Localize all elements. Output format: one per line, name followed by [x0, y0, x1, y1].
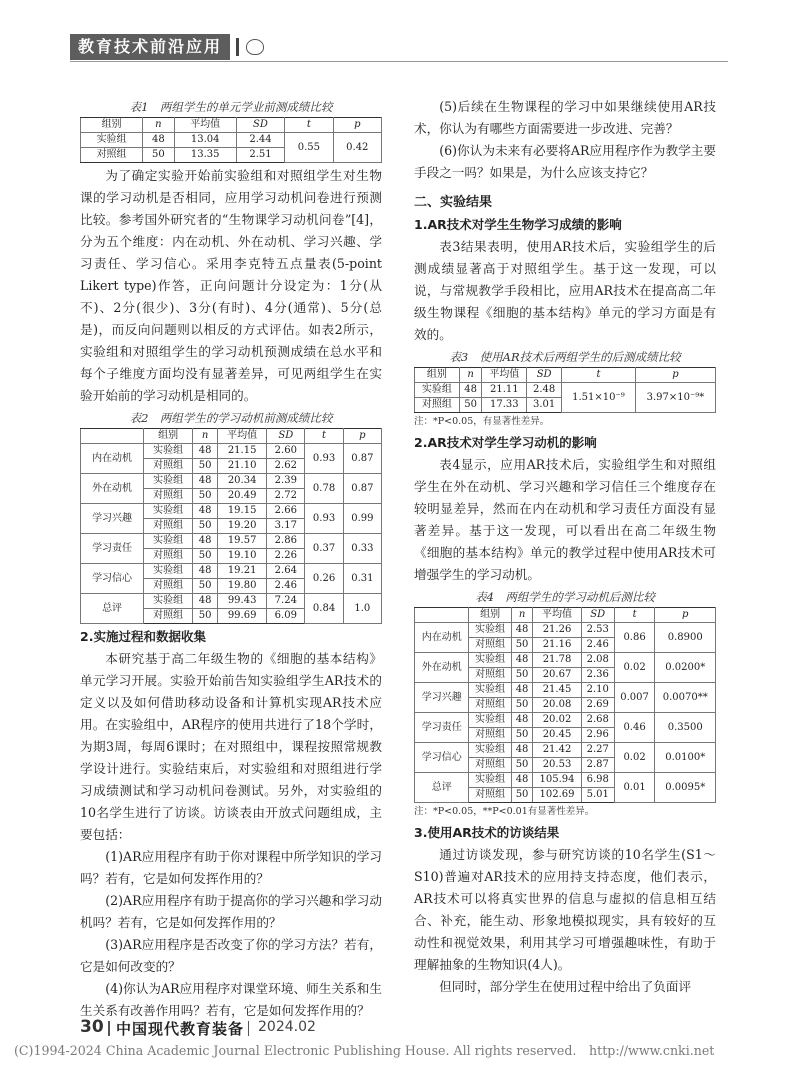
dimension-label: 内在动机 [81, 444, 144, 474]
table-cell: 2.46 [267, 579, 305, 594]
table-cell: 2.96 [581, 728, 614, 743]
table3-caption: 表3 使用AR技术后两组学生的后测成绩比较 [449, 350, 681, 364]
table-cell: 50 [511, 698, 532, 713]
table-row [81, 444, 382, 459]
interview-question: (3)AR应用程序是否改变了你的学习方法？若有，它是如何改变的？ [80, 937, 382, 974]
paragraph: 但同时，部分学生在使用过程中给出了负面评 [439, 979, 692, 994]
dimension-label: 内在动机 [415, 623, 469, 653]
table-cell: 0.01 [614, 773, 655, 803]
table-cell: 对照组 [469, 728, 511, 743]
table-header: p [343, 429, 381, 444]
table-cell: 19.20 [218, 519, 267, 534]
table-header: 组别 [144, 429, 193, 444]
table-cell: 17.33 [482, 398, 527, 413]
table-row [81, 133, 382, 148]
table-cell: 实验组 [144, 564, 193, 579]
table-cell: 2.64 [267, 564, 305, 579]
table-cell: 50 [511, 638, 532, 653]
table-header: 平均值 [218, 429, 267, 444]
table-header: 平均值 [174, 118, 236, 133]
table-cell: 对照组 [469, 788, 511, 803]
table-header [81, 429, 144, 444]
table-cell: 99.43 [218, 594, 267, 609]
journal-name: 中国现代教育装备 [116, 1020, 245, 1038]
table-cell: 20.08 [533, 698, 581, 713]
table-row [415, 713, 716, 728]
table-header: p [333, 118, 381, 133]
table-cell: 3.17 [267, 519, 305, 534]
section-heading: 二、实验结果 [414, 195, 493, 210]
table-cell: 对照组 [144, 489, 193, 504]
table-cell: 21.45 [533, 683, 581, 698]
table-cell: 实验组 [415, 383, 460, 398]
table-cell: 0.0100* [655, 743, 716, 773]
table-cell: 对照组 [144, 609, 193, 624]
table-row [415, 383, 716, 398]
table-cell: 48 [511, 773, 532, 788]
table-cell: 1.0 [343, 594, 381, 624]
copyright-line: (C)1994-2024 China Academic Journal Electronic Publishing House. All rights reserved. http://www.cnki.net [14, 1043, 715, 1058]
table-cell: 0.31 [343, 564, 381, 594]
table-cell: 实验组 [144, 594, 193, 609]
interview-question: (6)你认为未来有必要将AR应用程序作为教学主要手段之一吗？如果是，为什么应该支持它？ [414, 143, 716, 180]
dimension-label: 学习兴趣 [81, 504, 144, 534]
table-row [415, 623, 716, 638]
table-header: p [635, 368, 715, 383]
table-cell: 50 [193, 579, 218, 594]
table4-caption: 表4 两组学生的学习动机后测比较 [475, 590, 655, 604]
table-cell: 0.86 [614, 623, 655, 653]
table-cell: 0.26 [305, 564, 343, 594]
table-cell: 0.0070** [655, 683, 716, 713]
table-cell: 2.48 [527, 383, 562, 398]
footer-divider [248, 1021, 249, 1036]
table-cell: 实验组 [469, 683, 511, 698]
table-cell: 19.21 [218, 564, 267, 579]
subsection-heading: 1.AR技术对学生生物学习成绩的影响 [414, 217, 622, 232]
footer-divider [108, 1021, 110, 1036]
table-header: n [193, 429, 218, 444]
table-cell: 48 [511, 713, 532, 728]
table-cell: 13.04 [174, 133, 236, 148]
table-cell: 1.51×10⁻⁹ [562, 383, 636, 413]
interview-question: (1)AR应用程序有助于你对课程中所学知识的学习吗？若有，它是如何发挥作用的？ [80, 849, 382, 886]
table-note: 注：*P<0.05，有显著性差异。 [414, 416, 550, 427]
table-header: SD [527, 368, 562, 383]
table-cell: 0.42 [333, 133, 381, 163]
issue-number: 2024.02 [258, 1019, 316, 1035]
dimension-label: 学习信心 [81, 564, 144, 594]
table-cell: 2.72 [267, 489, 305, 504]
table3 [414, 367, 716, 413]
table-header [415, 608, 469, 623]
right-column [414, 96, 716, 998]
table-cell: 19.80 [218, 579, 267, 594]
table-cell: 48 [511, 743, 532, 758]
interview-question: (4)你认为AR应用程序对课堂环境、师生关系和生生关系有改善作用吗？若有，它是如何发挥作用的？ [80, 981, 382, 1018]
table-cell: 0.99 [343, 504, 381, 534]
table-row [81, 594, 382, 609]
table-cell: 0.46 [614, 713, 655, 743]
table-cell: 对照组 [144, 579, 193, 594]
table-cell: 实验组 [469, 653, 511, 668]
table-cell: 21.26 [533, 623, 581, 638]
table-row [81, 504, 382, 519]
table-row [415, 653, 716, 668]
table-cell: 48 [193, 474, 218, 489]
table-cell: 0.84 [305, 594, 343, 624]
table-cell: 2.39 [267, 474, 305, 489]
table-cell: 102.69 [533, 788, 581, 803]
table-cell: 50 [511, 668, 532, 683]
table-cell: 2.27 [581, 743, 614, 758]
paragraph: 本研究基于高二年级生物的《细胞的基本结构》单元学习开展。实验开始前告知实验组学生AR技术的定义以及如何借助移动设备和计算机实现AR技术应用。在实验组中，AR程序的使用共进行了18个学时，为期3周，每周6课时；在对照组中，课程按照常规教学设计进行。实验结束后，对实验组和对照组进行学习成绩测试和学习动机问卷测试。另外，对实验组的10名学生进行了访谈。访谈表由开放式问题组成，主要包括： [80, 651, 382, 842]
table-cell: 2.69 [581, 698, 614, 713]
table-cell: 50 [193, 609, 218, 624]
table-header: t [562, 368, 636, 383]
table-cell: 实验组 [469, 623, 511, 638]
table-cell: 0.87 [343, 444, 381, 474]
table-cell: 99.69 [218, 609, 267, 624]
dimension-label: 总评 [415, 773, 469, 803]
dimension-label: 外在动机 [415, 653, 469, 683]
table-cell: 实验组 [469, 713, 511, 728]
table1-caption: 表1 两组学生的单元学业前测成绩比较 [129, 100, 333, 114]
table-cell: 对照组 [469, 638, 511, 653]
table-cell: 48 [459, 383, 482, 398]
page-footer [80, 1017, 380, 1039]
table-cell: 0.33 [343, 534, 381, 564]
dimension-label: 学习兴趣 [415, 683, 469, 713]
table-cell: 2.08 [581, 653, 614, 668]
table-row [415, 683, 716, 698]
table-cell: 2.36 [581, 668, 614, 683]
table-header: n [459, 368, 482, 383]
table-cell: 48 [143, 133, 174, 148]
table-cell: 21.78 [533, 653, 581, 668]
table-cell: 50 [193, 459, 218, 474]
table-cell: 对照组 [81, 148, 143, 163]
paragraph: 为了确定实验开始前实验组和对照组学生对生物课的学习动机是否相同，应用学习动机问卷进行预测比较。参考国外研究者的“生物课学习动机问卷”[4]，分为五个维度：内在动机、外在动机、学习兴趣、学习责任、学习信心。采用李克特五点量表(5-point Likert type)作答，正向问题计分设定为：1分(从不)、2分(很少)、3分(有时)、4分(通常)、5分(总是)，而反向问题则以相反的方式评估。如表2所示，实验组和对照组学生的学习动机预测成绩在总水平和每个子维度方面均没有显著差异，可见两组学生在实验开始前的学习动机是相同的。 [80, 168, 382, 403]
table-cell: 0.3500 [655, 713, 716, 743]
table-cell: 0.78 [305, 474, 343, 504]
table-cell: 48 [511, 683, 532, 698]
table-cell: 21.42 [533, 743, 581, 758]
page-number: 30 [80, 1017, 104, 1037]
table2 [80, 428, 382, 624]
header-divider [236, 38, 239, 56]
table-cell: 48 [193, 444, 218, 459]
table-cell: 0.0095* [655, 773, 716, 803]
table-cell: 19.10 [218, 549, 267, 564]
table-cell: 实验组 [144, 504, 193, 519]
table-cell: 2.60 [267, 444, 305, 459]
subsection-heading: 2.AR技术对学生学习动机的影响 [414, 435, 597, 450]
journal-logo-icon [246, 39, 264, 55]
table-cell: 20.45 [533, 728, 581, 743]
table-cell: 50 [193, 489, 218, 504]
dimension-label: 总评 [81, 594, 144, 624]
table-cell: 2.53 [581, 623, 614, 638]
table-cell: 2.68 [581, 713, 614, 728]
table-cell: 0.37 [305, 534, 343, 564]
table-cell: 对照组 [469, 668, 511, 683]
table-cell: 实验组 [469, 743, 511, 758]
subsection-heading: 3.使用AR技术的访谈结果 [414, 825, 560, 840]
table-header: t [285, 118, 333, 133]
dimension-label: 学习信心 [415, 743, 469, 773]
table-cell: 50 [193, 549, 218, 564]
table-cell: 2.66 [267, 504, 305, 519]
table-cell: 6.09 [267, 609, 305, 624]
table-cell: 50 [143, 148, 174, 163]
table-cell: 21.16 [533, 638, 581, 653]
table-cell: 0.87 [343, 474, 381, 504]
paragraph: 表4显示，应用AR技术后，实验组学生和对照组学生在外在动机、学习兴趣和学习信任三个维度存在较明显差异，然而在内在动机和学习责任方面没有显著差异。基于这一发现，可以看出在高二年级生物《细胞的基本结构》单元的教学过程中使用AR技术可增强学生的学习动机。 [414, 457, 716, 582]
table-cell: 21.11 [482, 383, 527, 398]
table-cell: 对照组 [469, 758, 511, 773]
table-cell: 48 [193, 594, 218, 609]
table-cell: 20.34 [218, 474, 267, 489]
table-cell: 21.10 [218, 459, 267, 474]
table-cell: 0.93 [305, 504, 343, 534]
table-cell: 2.26 [267, 549, 305, 564]
table-cell: 对照组 [144, 519, 193, 534]
table-cell: 20.02 [533, 713, 581, 728]
table-cell: 3.01 [527, 398, 562, 413]
table-row [81, 474, 382, 489]
table2-caption: 表2 两组学生的学习动机前测成绩比较 [129, 411, 333, 425]
table-row [81, 564, 382, 579]
table-row [415, 743, 716, 758]
table-header: n [143, 118, 174, 133]
table-cell: 2.51 [236, 148, 284, 163]
table-header: SD [581, 608, 614, 623]
table-cell: 48 [193, 564, 218, 579]
table-cell: 实验组 [144, 474, 193, 489]
table-cell: 2.10 [581, 683, 614, 698]
table-cell: 19.57 [218, 534, 267, 549]
table4 [414, 607, 716, 803]
table-cell: 20.49 [218, 489, 267, 504]
table-cell: 0.0200* [655, 653, 716, 683]
table-cell: 48 [511, 653, 532, 668]
journal-header [70, 32, 728, 62]
table-cell: 20.53 [533, 758, 581, 773]
table-cell: 50 [511, 788, 532, 803]
table-header: SD [267, 429, 305, 444]
table-cell: 0.55 [285, 133, 333, 163]
table-cell: 5.01 [581, 788, 614, 803]
table-cell: 0.007 [614, 683, 655, 713]
table-cell: 对照组 [415, 398, 460, 413]
table-cell: 105.94 [533, 773, 581, 788]
table-cell: 48 [511, 623, 532, 638]
table-row [81, 534, 382, 549]
section-title: 教育技术前沿应用 [70, 34, 230, 60]
table-cell: 对照组 [144, 459, 193, 474]
table-header: n [511, 608, 532, 623]
table-cell: 7.24 [267, 594, 305, 609]
table-header: p [655, 608, 716, 623]
dimension-label: 学习责任 [415, 713, 469, 743]
table-header: 平均值 [482, 368, 527, 383]
table-header: 组别 [415, 368, 460, 383]
table-cell: 6.98 [581, 773, 614, 788]
dimension-label: 外在动机 [81, 474, 144, 504]
subsection-heading: 2.实施过程和数据收集 [80, 629, 206, 644]
table-header: SD [236, 118, 284, 133]
table-cell: 2.86 [267, 534, 305, 549]
table-cell: 0.8900 [655, 623, 716, 653]
table-cell: 对照组 [144, 549, 193, 564]
table-cell: 0.93 [305, 444, 343, 474]
table-cell: 19.15 [218, 504, 267, 519]
table-header: 平均值 [533, 608, 581, 623]
table-cell: 20.67 [533, 668, 581, 683]
table-cell: 2.46 [581, 638, 614, 653]
interview-question: (5)后续在生物课程的学习中如果继续使用AR技术，你认为有哪些方面需要进一步改进、完善？ [414, 99, 716, 136]
table-header: t [614, 608, 655, 623]
table-header: 组别 [81, 118, 143, 133]
table-cell: 0.02 [614, 743, 655, 773]
table-cell: 21.15 [218, 444, 267, 459]
table-cell: 50 [193, 519, 218, 534]
table-cell: 3.97×10⁻⁹* [635, 383, 715, 413]
paragraph: 通过访谈发现，参与研究访谈的10名学生(S1～S10)普遍对AR技术的应用持支持态度，他们表示，AR技术可以将真实世界的信息与虚拟的信息相互结合、补充，能生动、形象地模拟现实，具有较好的互动性和视觉效果，利用其学习可增强趣味性，有助于理解抽象的生物知识(4人)。 [414, 847, 716, 972]
interview-question: (2)AR应用程序有助于提高你的学习兴趣和学习动机吗？若有，它是如何发挥作用的？ [80, 893, 382, 930]
table-header: 组别 [469, 608, 511, 623]
table-cell: 0.02 [614, 653, 655, 683]
table-cell: 2.87 [581, 758, 614, 773]
table-cell: 实验组 [469, 773, 511, 788]
table-cell: 实验组 [144, 444, 193, 459]
table-cell: 2.62 [267, 459, 305, 474]
table-cell: 对照组 [469, 698, 511, 713]
table-cell: 50 [459, 398, 482, 413]
table1 [80, 117, 382, 163]
table-header: t [305, 429, 343, 444]
dimension-label: 学习责任 [81, 534, 144, 564]
table-cell: 48 [193, 534, 218, 549]
table-note: 注：*P<0.05，**P<0.01有显著性差异。 [414, 806, 595, 817]
table-cell: 13.35 [174, 148, 236, 163]
table-cell: 实验组 [81, 133, 143, 148]
table-cell: 2.44 [236, 133, 284, 148]
table-cell: 50 [511, 728, 532, 743]
table-cell: 50 [511, 758, 532, 773]
table-cell: 48 [193, 504, 218, 519]
table-cell: 实验组 [144, 534, 193, 549]
table-row [415, 773, 716, 788]
left-column [80, 96, 382, 1022]
paragraph: 表3结果表明，使用AR技术后，实验组学生的后测成绩显著高于对照组学生。基于这一发现，可以说，与常规教学手段相比，应用AR技术在提高高二年级生物课程《细胞的基本结构》单元的学习方面是有效的。 [414, 239, 716, 342]
